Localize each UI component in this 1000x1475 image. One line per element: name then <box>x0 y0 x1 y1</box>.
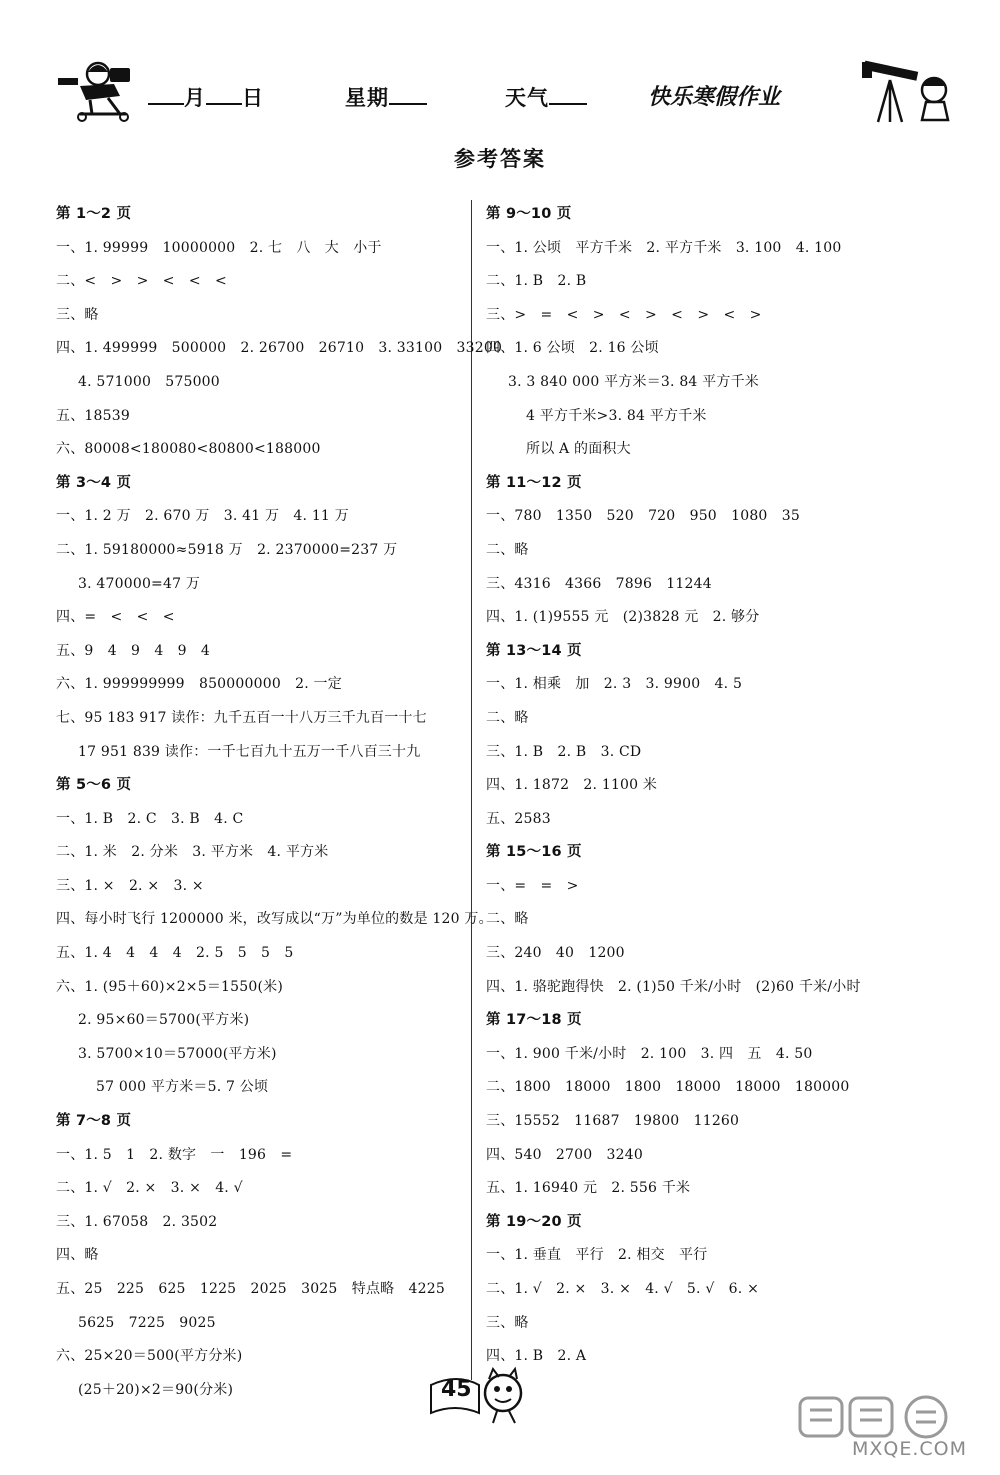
answer-line: 一、1. 900 千米/小时 2. 100 3. 四 五 4. 50 <box>486 1045 813 1062</box>
answer-line: 四、= < < < <box>56 609 175 626</box>
answer-line: 所以 A 的面积大 <box>526 441 631 458</box>
answer-line: 三、15552 11687 19800 11260 <box>486 1113 740 1130</box>
watermark-url: MXQE.COM <box>852 1438 968 1460</box>
answer-line: 四、1. 骆驼跑得快 2. (1)50 千米/小时 (2)60 千米/小时 <box>486 978 861 995</box>
answer-line: 三、1. 67058 2. 3502 <box>56 1213 218 1230</box>
watermark-logo-icon <box>792 1392 992 1442</box>
answer-line: 一、1. 99999 10000000 2. 七 八 大 小于 <box>56 239 382 256</box>
day-label: 日 <box>242 86 264 110</box>
answer-line: 一、1. 公顷 平方千米 2. 平方千米 3. 100 4. 100 <box>486 239 842 256</box>
weekday-field <box>345 82 427 112</box>
page-header <box>40 60 960 130</box>
section-heading: 第 3～4 页 <box>56 474 132 491</box>
weather-field <box>505 82 587 112</box>
page-title: 参考答案 <box>454 147 546 171</box>
date-field <box>148 82 264 112</box>
answer-line: 二、略 <box>486 911 529 928</box>
section-heading: 第 13～14 页 <box>486 642 582 659</box>
answer-line: 二、< > > < < < <box>56 273 227 290</box>
answer-line: 三、1. B 2. B 3. CD <box>486 743 642 760</box>
answer-line: 17 951 839 读作：一千七百九十五万一千八百三十九 <box>78 743 421 760</box>
answer-line: 三、1. × 2. × 3. × <box>56 877 204 894</box>
answer-line: 六、1. 999999999 850000000 2. 一定 <box>56 676 342 693</box>
answer-line: 二、1. √ 2. × 3. × 4. √ <box>56 1180 243 1197</box>
section-heading: 第 7～8 页 <box>56 1113 132 1130</box>
answer-line: 三、略 <box>486 1314 529 1331</box>
answer-line: 2. 95×60＝5700(平方米) <box>78 1012 250 1029</box>
answer-line: 五、18539 <box>56 407 130 424</box>
answer-line: 二、1800 18000 1800 18000 18000 180000 <box>486 1079 850 1096</box>
answer-line: 五、25 225 625 1225 2025 3025 特点略 4225 <box>56 1281 445 1297</box>
answer-line: 二、1. √ 2. × 3. × 4. √ 5. √ 6. × <box>486 1281 759 1297</box>
answer-line: 二、略 <box>486 541 529 558</box>
answer-line: 四、1. 1872 2. 1100 米 <box>486 777 658 794</box>
answer-line: 三、略 <box>56 306 99 323</box>
answer-line: 3. 5700×10＝57000(平方米) <box>78 1045 277 1062</box>
answer-line: 一、1. 2 万 2. 670 万 3. 41 万 4. 11 万 <box>56 508 349 525</box>
section-heading: 第 15～16 页 <box>486 844 582 861</box>
answer-line: 3. 470000=47 万 <box>78 575 201 592</box>
watermark <box>792 1392 992 1472</box>
section-heading: 第 11～12 页 <box>486 474 582 491</box>
answer-line: 四、1. 499999 500000 2. 26700 26710 3. 33100 33200 <box>56 340 503 357</box>
answer-line: 一、1. 5 1 2. 数字 一 196 = <box>56 1146 293 1163</box>
answer-line: 二、略 <box>486 709 529 726</box>
section-heading: 第 17～18 页 <box>486 1012 582 1029</box>
cartoon-kid-scooter-icon <box>50 60 140 122</box>
answer-line: 三、4316 4366 7896 11244 <box>486 575 712 592</box>
answer-line: 四、略 <box>56 1247 99 1264</box>
answers-left-column <box>56 198 503 1407</box>
answer-line: (25＋20)×2＝90(分米) <box>78 1381 234 1398</box>
answer-line: 四、540 2700 3240 <box>486 1146 643 1163</box>
answer-line: 5625 7225 9025 <box>78 1314 216 1331</box>
answer-line: 五、9 4 9 4 9 4 <box>56 642 211 659</box>
section-heading: 第 9～10 页 <box>486 206 572 222</box>
answer-line: 57 000 平方米＝5. 7 公顷 <box>96 1079 269 1096</box>
answer-line: 二、1. 米 2. 分米 3. 平方米 4. 平方米 <box>56 844 329 861</box>
answer-line: 五、1. 16940 元 2. 556 千米 <box>486 1180 691 1197</box>
answer-line: 三、> = < > < > < > < > <box>486 306 762 323</box>
month-label: 月 <box>184 86 206 110</box>
section-heading: 第 5～6 页 <box>56 777 132 794</box>
brand-title: 快乐寒假作业 <box>648 85 781 110</box>
answer-line: 二、1. B 2. B <box>486 273 587 290</box>
answer-line: 六、80008<180080<80800<188000 <box>56 441 321 458</box>
answer-line: 六、1. (95＋60)×2×5＝1550(米) <box>56 978 283 995</box>
page-number-badge <box>427 1355 537 1425</box>
answer-line: 4 平方千米>3. 84 平方千米 <box>526 407 707 424</box>
answer-line: 3. 3 840 000 平方米＝3. 84 平方千米 <box>508 373 759 390</box>
answer-line: 一、1. B 2. C 3. B 4. C <box>56 810 244 827</box>
cartoon-telescope-icon <box>860 60 960 126</box>
answers-right-column <box>486 198 916 1374</box>
answer-line: 四、每小时飞行 1200000 米，改写成以“万”为单位的数是 120 万。 <box>56 911 493 928</box>
answer-line: 一、1. 垂直 平行 2. 相交 平行 <box>486 1247 708 1264</box>
answer-line: 六、25×20＝500(平方分米) <box>56 1348 243 1365</box>
answer-line: 二、1. 59180000≈5918 万 2. 2370000=237 万 <box>56 541 398 558</box>
answer-line: 七、95 183 917 读作：九千五百一十八万三千九百一十七 <box>56 709 427 726</box>
answer-line: 三、240 40 1200 <box>486 945 625 962</box>
page-number: 45 <box>441 1377 472 1402</box>
section-heading: 第 1～2 页 <box>56 206 132 222</box>
answer-line: 一、1. 相乘 加 2. 3 3. 9900 4. 5 <box>486 676 743 693</box>
weather-label: 天气 <box>505 86 549 110</box>
section-heading: 第 19～20 页 <box>486 1213 582 1230</box>
answer-line: 一、= = > <box>486 877 579 894</box>
answer-line: 五、1. 4 4 4 4 2. 5 5 5 5 <box>56 945 294 962</box>
answer-line: 四、1. B 2. A <box>486 1348 587 1365</box>
answer-line: 五、2583 <box>486 810 551 827</box>
answer-line: 4. 571000 575000 <box>78 373 220 390</box>
answer-line: 一、780 1350 520 720 950 1080 35 <box>486 508 800 525</box>
answer-line: 四、1. 6 公顷 2. 16 公顷 <box>486 340 659 357</box>
weekday-label: 星期 <box>345 86 389 110</box>
answer-line: 四、1. (1)9555 元 (2)3828 元 2. 够分 <box>486 609 760 626</box>
